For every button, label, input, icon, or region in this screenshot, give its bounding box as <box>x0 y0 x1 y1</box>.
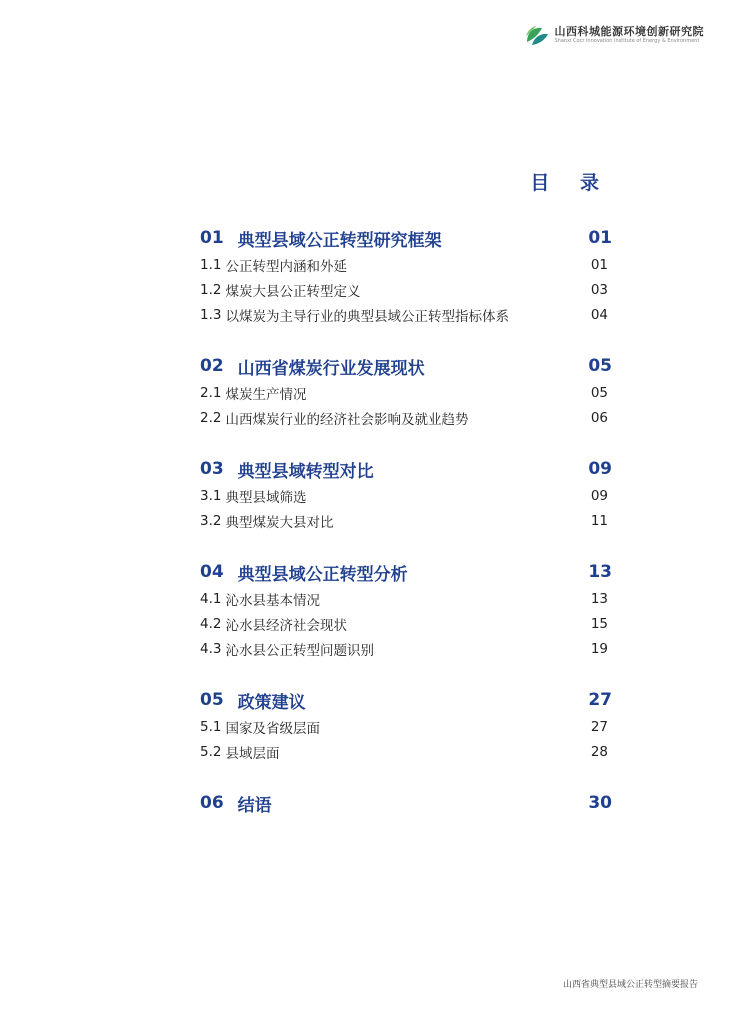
entry-page-number: 06 <box>590 409 608 426</box>
section-heading-label <box>200 791 272 816</box>
section-title: 典型县域公正转型研究框架 <box>237 230 442 251</box>
entry-label <box>200 408 468 428</box>
entry-number: 5.2 <box>200 743 222 760</box>
entry-page-number: 13 <box>590 590 608 607</box>
org-name <box>555 25 705 45</box>
toc-entry[interactable] <box>200 277 612 302</box>
org-name-cn: 山西科城能源环境创新研究院 <box>554 25 704 38</box>
toc-section <box>200 789 612 817</box>
section-page-number: 30 <box>588 793 612 813</box>
section-title: 典型县域公正转型分析 <box>237 564 408 585</box>
entry-page-number: 09 <box>590 487 608 504</box>
entry-title: 煤炭大县公正转型定义 <box>225 283 361 300</box>
toc-entry[interactable] <box>200 405 612 430</box>
section-number: 04 <box>200 562 224 582</box>
section-title: 典型县域转型对比 <box>237 461 374 482</box>
entry-page-number: 15 <box>590 615 608 632</box>
entry-title: 典型煤炭大县对比 <box>225 514 334 531</box>
section-heading-label <box>200 354 425 379</box>
toc-section <box>200 352 612 430</box>
toc-entry[interactable] <box>200 380 612 405</box>
toc-section <box>200 686 612 764</box>
entry-label <box>200 305 509 325</box>
entry-page-number: 01 <box>590 256 608 273</box>
section-page-number: 05 <box>588 356 612 376</box>
leaf-logo-icon <box>524 22 550 48</box>
section-page-number: 27 <box>588 690 612 710</box>
section-title: 结语 <box>237 795 272 816</box>
entry-page-number: 27 <box>590 718 608 735</box>
toc-section-heading[interactable] <box>200 352 612 380</box>
entry-page-number: 28 <box>590 743 608 760</box>
entry-page-number: 11 <box>590 512 608 529</box>
footer-report-title: 山西省典型县域公正转型摘要报告 <box>562 980 698 990</box>
entry-title: 山西煤炭行业的经济社会影响及就业趋势 <box>225 411 469 428</box>
toc-section-heading[interactable] <box>200 686 612 714</box>
toc-entry[interactable] <box>200 586 612 611</box>
section-title: 政策建议 <box>237 692 306 713</box>
entry-number: 1.3 <box>200 306 222 323</box>
entry-label <box>200 383 306 403</box>
entry-number: 2.1 <box>200 384 222 401</box>
entry-title: 沁水县公正转型问题识别 <box>225 642 374 659</box>
section-number: 01 <box>200 228 224 248</box>
org-name-en: Shanxi Cocr Innovation Institute of Energy & Environment <box>554 38 700 44</box>
toc-section-heading[interactable] <box>200 789 612 817</box>
section-number: 02 <box>200 356 224 376</box>
entry-page-number: 05 <box>590 384 608 401</box>
entry-page-number: 03 <box>590 281 608 298</box>
toc-entry[interactable] <box>200 483 612 508</box>
entry-title: 沁水县经济社会现状 <box>225 617 347 634</box>
toc-entry[interactable] <box>200 611 612 636</box>
entry-label <box>200 717 320 737</box>
entry-label <box>200 742 279 762</box>
section-number: 06 <box>200 793 224 813</box>
entry-title: 县域层面 <box>225 745 280 762</box>
toc-section-heading[interactable] <box>200 224 612 252</box>
section-heading-label <box>200 688 306 713</box>
entry-page-number: 19 <box>590 640 608 657</box>
entry-number: 5.1 <box>200 718 222 735</box>
entry-number: 4.2 <box>200 615 222 632</box>
entry-number: 2.2 <box>200 409 222 426</box>
entry-number: 3.2 <box>200 512 222 529</box>
entry-label <box>200 255 347 275</box>
toc-entry[interactable] <box>200 302 612 327</box>
entry-number: 1.1 <box>200 256 222 273</box>
table-of-contents <box>200 224 612 817</box>
entry-label <box>200 486 306 506</box>
section-number: 03 <box>200 459 224 479</box>
toc-entry[interactable] <box>200 636 612 661</box>
toc-entry[interactable] <box>200 739 612 764</box>
entry-title: 沁水县基本情况 <box>225 592 320 609</box>
toc-section <box>200 224 612 327</box>
section-page-number: 01 <box>588 228 612 248</box>
entry-title: 公正转型内涵和外延 <box>225 258 347 275</box>
entry-label <box>200 280 360 300</box>
toc-entry[interactable] <box>200 508 612 533</box>
section-heading-label <box>200 457 374 482</box>
entry-number: 4.3 <box>200 640 222 657</box>
section-number: 05 <box>200 690 224 710</box>
toc-entry[interactable] <box>200 714 612 739</box>
entry-label <box>200 589 320 609</box>
entry-number: 1.2 <box>200 281 222 298</box>
entry-title: 典型县域筛选 <box>225 489 307 506</box>
section-title: 山西省煤炭行业发展现状 <box>237 358 425 379</box>
entry-label <box>200 511 333 531</box>
entry-label <box>200 614 347 634</box>
section-heading-label <box>200 226 442 251</box>
entry-label <box>200 639 374 659</box>
toc-entry[interactable] <box>200 252 612 277</box>
section-page-number: 09 <box>588 459 612 479</box>
entry-page-number: 04 <box>590 306 608 323</box>
entry-title: 国家及省级层面 <box>225 720 320 737</box>
section-page-number: 13 <box>588 562 612 582</box>
toc-section <box>200 558 612 661</box>
toc-section <box>200 455 612 533</box>
entry-title: 煤炭生产情况 <box>225 386 307 403</box>
toc-section-heading[interactable] <box>200 558 612 586</box>
toc-title: 目 录 <box>530 172 611 194</box>
entry-number: 4.1 <box>200 590 222 607</box>
section-heading-label <box>200 560 408 585</box>
entry-title: 以煤炭为主导行业的典型县域公正转型指标体系 <box>225 308 509 325</box>
toc-section-heading[interactable] <box>200 455 612 483</box>
org-logo <box>524 22 705 48</box>
entry-number: 3.1 <box>200 487 222 504</box>
